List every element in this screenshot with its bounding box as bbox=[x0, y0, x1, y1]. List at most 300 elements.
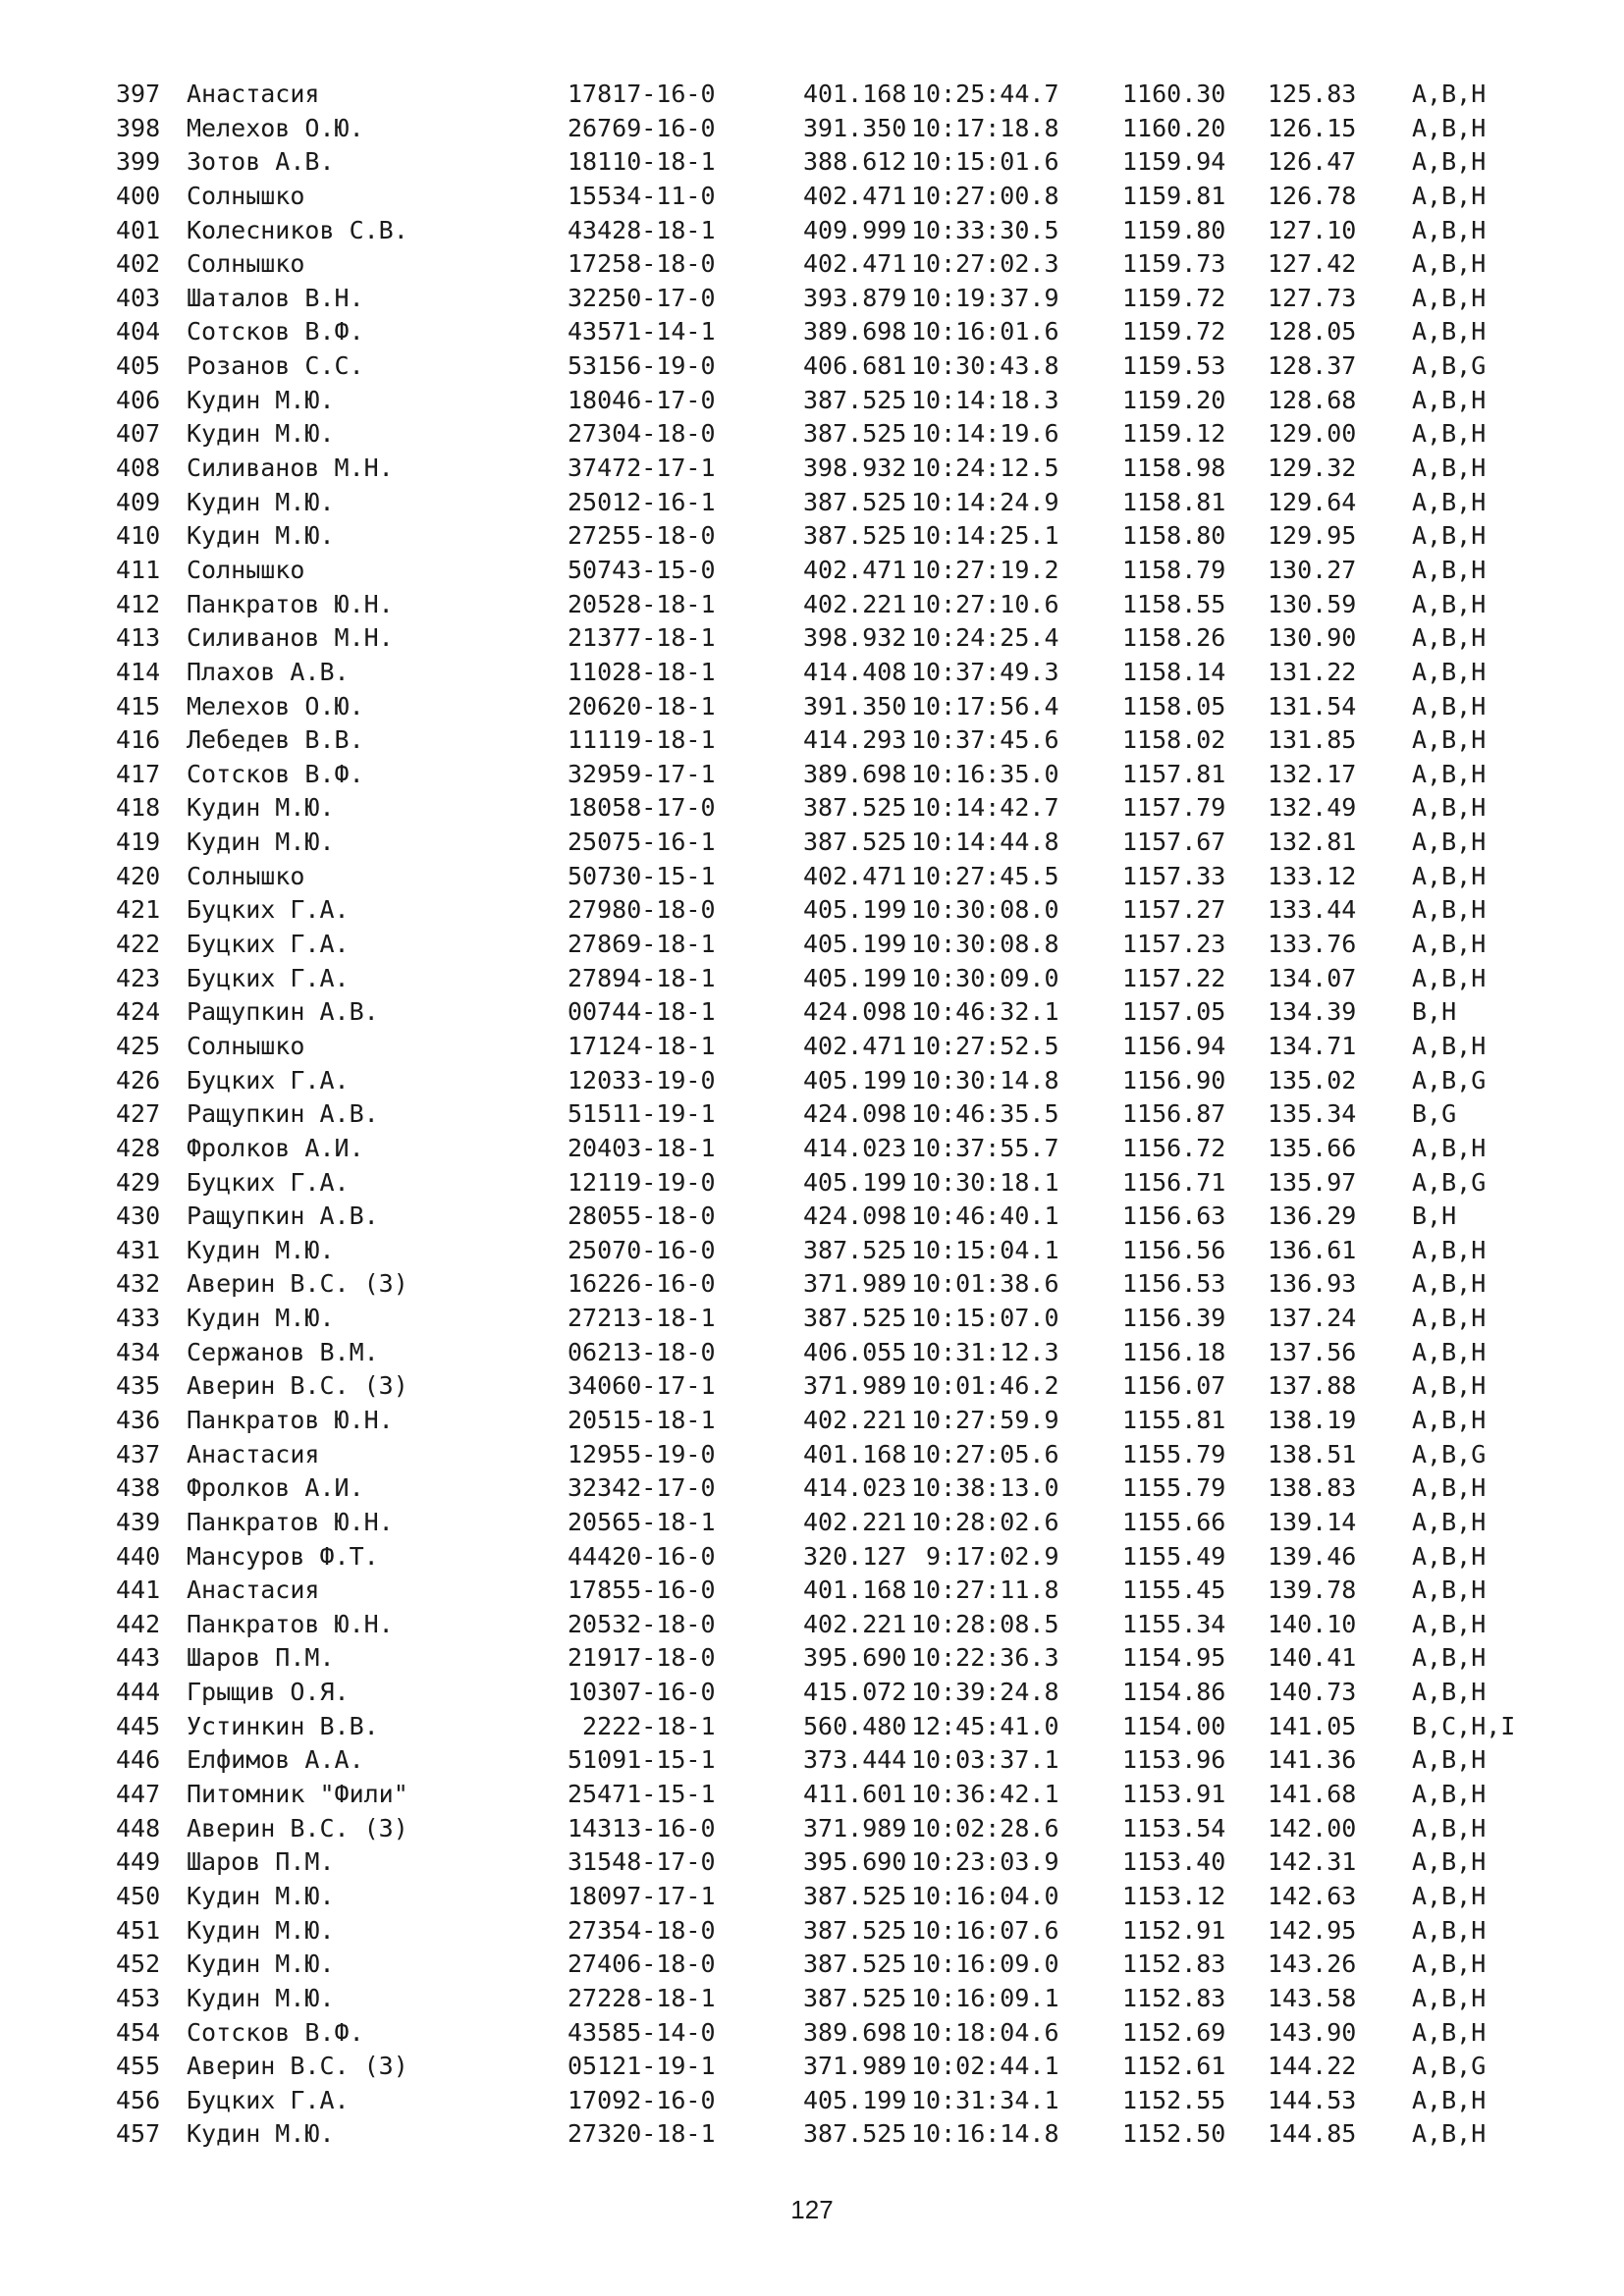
rank-cell: 414 bbox=[116, 657, 161, 686]
arrival-time-cell: 10:14:18.3 bbox=[911, 385, 1059, 414]
distance-cell: 398.932 bbox=[803, 623, 907, 653]
arrival-time-cell: 10:16:14.8 bbox=[911, 2119, 1059, 2149]
rank-cell: 419 bbox=[116, 828, 161, 857]
categories-cell: A,B,H bbox=[1412, 1269, 1487, 1299]
distance-cell: 387.525 bbox=[803, 1235, 907, 1264]
categories-cell: A,B,H bbox=[1412, 113, 1487, 142]
points-cell: 142.31 bbox=[1268, 1847, 1357, 1877]
categories-cell: A,B,H bbox=[1412, 1575, 1487, 1605]
points-cell: 141.36 bbox=[1268, 1745, 1357, 1775]
owner-cell: Буцких Г.А. bbox=[187, 895, 350, 925]
points-cell: 135.97 bbox=[1268, 1167, 1357, 1197]
ring-number-cell: 25070-16-0 bbox=[568, 1235, 716, 1264]
speed-cell: 1153.96 bbox=[1122, 1745, 1226, 1775]
categories-cell: A,B,H bbox=[1412, 249, 1487, 279]
categories-cell: A,B,H bbox=[1412, 1847, 1487, 1877]
points-cell: 130.59 bbox=[1268, 589, 1357, 618]
owner-cell: Аверин В.С. (З) bbox=[187, 2052, 408, 2081]
distance-cell: 401.168 bbox=[803, 80, 907, 108]
speed-cell: 1156.53 bbox=[1122, 1269, 1226, 1299]
owner-cell: Аверин В.С. (З) bbox=[187, 1371, 408, 1401]
categories-cell: A,B,H bbox=[1412, 1813, 1487, 1842]
distance-cell: 402.471 bbox=[803, 861, 907, 890]
distance-cell: 387.525 bbox=[803, 2119, 907, 2149]
speed-cell: 1159.12 bbox=[1122, 419, 1226, 449]
arrival-time-cell: 10:16:35.0 bbox=[911, 759, 1059, 788]
points-cell: 132.49 bbox=[1268, 793, 1357, 823]
categories-cell: A,B,H bbox=[1412, 1745, 1487, 1775]
arrival-time-cell: 10:27:11.8 bbox=[911, 1575, 1059, 1605]
categories-cell: A,B,H bbox=[1412, 1881, 1487, 1910]
categories-cell: A,B,H bbox=[1412, 555, 1487, 584]
speed-cell: 1156.07 bbox=[1122, 1371, 1226, 1401]
categories-cell: A,B,H bbox=[1412, 657, 1487, 686]
speed-cell: 1155.49 bbox=[1122, 1541, 1226, 1571]
distance-cell: 387.525 bbox=[803, 487, 907, 516]
points-cell: 126.47 bbox=[1268, 147, 1357, 177]
ring-number-cell: 27406-18-0 bbox=[568, 1949, 716, 1979]
speed-cell: 1158.05 bbox=[1122, 691, 1226, 721]
owner-cell: Фролков А.И. bbox=[187, 1133, 364, 1162]
distance-cell: 402.471 bbox=[803, 555, 907, 584]
points-cell: 129.64 bbox=[1268, 487, 1357, 516]
arrival-time-cell: 10:16:09.1 bbox=[911, 1983, 1059, 2012]
ring-number-cell: 27894-18-1 bbox=[568, 963, 716, 992]
categories-cell: A,B,H bbox=[1412, 2017, 1487, 2047]
ring-number-cell: 20620-18-1 bbox=[568, 691, 716, 721]
speed-cell: 1155.79 bbox=[1122, 1439, 1226, 1468]
ring-number-cell: 32342-17-0 bbox=[568, 1473, 716, 1503]
categories-cell: A,B,H bbox=[1412, 861, 1487, 890]
distance-cell: 387.525 bbox=[803, 521, 907, 551]
speed-cell: 1153.12 bbox=[1122, 1881, 1226, 1910]
distance-cell: 414.408 bbox=[803, 657, 907, 686]
categories-cell: A,B,H bbox=[1412, 1473, 1487, 1503]
distance-cell: 401.168 bbox=[803, 1439, 907, 1468]
points-cell: 130.90 bbox=[1268, 623, 1357, 653]
rank-cell: 422 bbox=[116, 930, 161, 959]
speed-cell: 1157.23 bbox=[1122, 930, 1226, 959]
owner-cell: Кудин М.Ю. bbox=[187, 2119, 335, 2149]
ring-number-cell: 18046-17-0 bbox=[568, 385, 716, 414]
speed-cell: 1155.81 bbox=[1122, 1405, 1226, 1434]
points-cell: 139.46 bbox=[1268, 1541, 1357, 1571]
rank-cell: 402 bbox=[116, 249, 161, 279]
speed-cell: 1152.69 bbox=[1122, 2017, 1226, 2047]
arrival-time-cell: 10:16:04.0 bbox=[911, 1881, 1059, 1910]
arrival-time-cell: 10:14:24.9 bbox=[911, 487, 1059, 516]
points-cell: 132.81 bbox=[1268, 828, 1357, 857]
ring-number-cell: 27228-18-1 bbox=[568, 1983, 716, 2012]
points-cell: 134.39 bbox=[1268, 997, 1357, 1027]
ring-number-cell: 50743-15-0 bbox=[568, 555, 716, 584]
rank-cell: 455 bbox=[116, 2052, 161, 2081]
categories-cell: A,B,G bbox=[1412, 1167, 1487, 1197]
owner-cell: Буцких Г.А. bbox=[187, 1167, 350, 1197]
arrival-time-cell: 10:24:25.4 bbox=[911, 623, 1059, 653]
arrival-time-cell: 10:17:18.8 bbox=[911, 113, 1059, 142]
distance-cell: 405.199 bbox=[803, 1167, 907, 1197]
speed-cell: 1158.98 bbox=[1122, 454, 1226, 483]
distance-cell: 387.525 bbox=[803, 419, 907, 449]
arrival-time-cell: 10:24:12.5 bbox=[911, 454, 1059, 483]
points-cell: 130.27 bbox=[1268, 555, 1357, 584]
arrival-time-cell: 10:19:37.9 bbox=[911, 283, 1059, 312]
rank-cell: 440 bbox=[116, 1541, 161, 1571]
points-cell: 143.58 bbox=[1268, 1983, 1357, 2012]
arrival-time-cell: 10:16:09.0 bbox=[911, 1949, 1059, 1979]
rank-cell: 438 bbox=[116, 1473, 161, 1503]
categories-cell: A,B,G bbox=[1412, 1065, 1487, 1095]
distance-cell: 388.612 bbox=[803, 147, 907, 177]
arrival-time-cell: 10:15:04.1 bbox=[911, 1235, 1059, 1264]
distance-cell: 387.525 bbox=[803, 1304, 907, 1333]
owner-cell: Сержанов В.М. bbox=[187, 1337, 379, 1366]
rank-cell: 398 bbox=[116, 113, 161, 142]
arrival-time-cell: 10:37:49.3 bbox=[911, 657, 1059, 686]
points-cell: 133.76 bbox=[1268, 930, 1357, 959]
owner-cell: Солнышко bbox=[187, 1031, 305, 1060]
owner-cell: Анастасия bbox=[187, 80, 320, 108]
points-cell: 129.00 bbox=[1268, 419, 1357, 449]
speed-cell: 1155.79 bbox=[1122, 1473, 1226, 1503]
points-cell: 131.54 bbox=[1268, 691, 1357, 721]
owner-cell: Ращупкин А.В. bbox=[187, 1099, 379, 1129]
arrival-time-cell: 10:15:01.6 bbox=[911, 147, 1059, 177]
speed-cell: 1159.81 bbox=[1122, 181, 1226, 210]
owner-cell: Кудин М.Ю. bbox=[187, 521, 335, 551]
ring-number-cell: 27255-18-0 bbox=[568, 521, 716, 551]
speed-cell: 1159.53 bbox=[1122, 351, 1226, 381]
arrival-time-cell: 12:45:41.0 bbox=[911, 1711, 1059, 1740]
rank-cell: 442 bbox=[116, 1609, 161, 1638]
categories-cell: A,B,H bbox=[1412, 623, 1487, 653]
speed-cell: 1159.72 bbox=[1122, 317, 1226, 347]
owner-cell: Кудин М.Ю. bbox=[187, 1881, 335, 1910]
categories-cell: A,B,H bbox=[1412, 793, 1487, 823]
categories-cell: A,B,H bbox=[1412, 691, 1487, 721]
rank-cell: 435 bbox=[116, 1371, 161, 1401]
ring-number-cell: 06213-18-0 bbox=[568, 1337, 716, 1366]
arrival-time-cell: 10:30:18.1 bbox=[911, 1167, 1059, 1197]
distance-cell: 414.293 bbox=[803, 725, 907, 755]
ring-number-cell: 17855-16-0 bbox=[568, 1575, 716, 1605]
distance-cell: 409.999 bbox=[803, 215, 907, 244]
speed-cell: 1156.71 bbox=[1122, 1167, 1226, 1197]
distance-cell: 424.098 bbox=[803, 1201, 907, 1231]
ring-number-cell: 20403-18-1 bbox=[568, 1133, 716, 1162]
owner-cell: Плахов А.В. bbox=[187, 657, 350, 686]
distance-cell: 402.471 bbox=[803, 181, 907, 210]
rank-cell: 449 bbox=[116, 1847, 161, 1877]
categories-cell: A,B,H bbox=[1412, 317, 1487, 347]
categories-cell: A,B,H bbox=[1412, 283, 1487, 312]
points-cell: 140.10 bbox=[1268, 1609, 1357, 1638]
rank-cell: 399 bbox=[116, 147, 161, 177]
owner-cell: Кудин М.Ю. bbox=[187, 1304, 335, 1333]
ring-number-cell: 43571-14-1 bbox=[568, 317, 716, 347]
rank-cell: 445 bbox=[116, 1711, 161, 1740]
points-cell: 133.12 bbox=[1268, 861, 1357, 890]
ring-number-cell: 27980-18-0 bbox=[568, 895, 716, 925]
owner-cell: Кудин М.Ю. bbox=[187, 1949, 335, 1979]
points-cell: 139.14 bbox=[1268, 1507, 1357, 1536]
rank-cell: 434 bbox=[116, 1337, 161, 1366]
points-cell: 134.71 bbox=[1268, 1031, 1357, 1060]
distance-cell: 402.221 bbox=[803, 589, 907, 618]
distance-cell: 395.690 bbox=[803, 1643, 907, 1673]
speed-cell: 1155.66 bbox=[1122, 1507, 1226, 1536]
ring-number-cell: 44420-16-0 bbox=[568, 1541, 716, 1571]
speed-cell: 1157.27 bbox=[1122, 895, 1226, 925]
arrival-time-cell: 10:15:07.0 bbox=[911, 1304, 1059, 1333]
owner-cell: Солнышко bbox=[187, 249, 305, 279]
owner-cell: Фролков А.И. bbox=[187, 1473, 364, 1503]
ring-number-cell: 10307-16-0 bbox=[568, 1678, 716, 1707]
owner-cell: Колесников С.В. bbox=[187, 215, 408, 244]
distance-cell: 401.168 bbox=[803, 1575, 907, 1605]
arrival-time-cell: 10:27:02.3 bbox=[911, 249, 1059, 279]
points-cell: 135.34 bbox=[1268, 1099, 1357, 1129]
categories-cell: B,G bbox=[1412, 1099, 1457, 1129]
categories-cell: A,B,H bbox=[1412, 1643, 1487, 1673]
points-cell: 136.61 bbox=[1268, 1235, 1357, 1264]
distance-cell: 405.199 bbox=[803, 895, 907, 925]
arrival-time-cell: 10:14:42.7 bbox=[911, 793, 1059, 823]
ring-number-cell: 20528-18-1 bbox=[568, 589, 716, 618]
rank-cell: 424 bbox=[116, 997, 161, 1027]
owner-cell: Грыщив О.Я. bbox=[187, 1678, 350, 1707]
owner-cell: Сотсков В.Ф. bbox=[187, 2017, 364, 2047]
arrival-time-cell: 10:14:19.6 bbox=[911, 419, 1059, 449]
categories-cell: A,B,H bbox=[1412, 1678, 1487, 1707]
speed-cell: 1156.56 bbox=[1122, 1235, 1226, 1264]
categories-cell: B,H bbox=[1412, 1201, 1457, 1231]
rank-cell: 428 bbox=[116, 1133, 161, 1162]
categories-cell: A,B,H bbox=[1412, 1541, 1487, 1571]
rank-cell: 432 bbox=[116, 1269, 161, 1299]
distance-cell: 371.989 bbox=[803, 1269, 907, 1299]
speed-cell: 1152.55 bbox=[1122, 2085, 1226, 2114]
arrival-time-cell: 10:30:43.8 bbox=[911, 351, 1059, 381]
ring-number-cell: 25471-15-1 bbox=[568, 1780, 716, 1809]
rank-cell: 404 bbox=[116, 317, 161, 347]
distance-cell: 387.525 bbox=[803, 385, 907, 414]
distance-cell: 402.221 bbox=[803, 1405, 907, 1434]
arrival-time-cell: 10:18:04.6 bbox=[911, 2017, 1059, 2047]
speed-cell: 1157.33 bbox=[1122, 861, 1226, 890]
owner-cell: Панкратов Ю.Н. bbox=[187, 1609, 394, 1638]
speed-cell: 1153.54 bbox=[1122, 1813, 1226, 1842]
categories-cell: B,C,H,I bbox=[1412, 1711, 1516, 1740]
categories-cell: A,B,H bbox=[1412, 930, 1487, 959]
owner-cell: Кудин М.Ю. bbox=[187, 793, 335, 823]
ring-number-cell: 26769-16-0 bbox=[568, 113, 716, 142]
rank-cell: 417 bbox=[116, 759, 161, 788]
distance-cell: 389.698 bbox=[803, 759, 907, 788]
speed-cell: 1152.50 bbox=[1122, 2119, 1226, 2149]
ring-number-cell: 18058-17-0 bbox=[568, 793, 716, 823]
ring-number-cell: 37472-17-1 bbox=[568, 454, 716, 483]
points-cell: 142.00 bbox=[1268, 1813, 1357, 1842]
owner-cell: Солнышко bbox=[187, 181, 305, 210]
categories-cell: A,B,H bbox=[1412, 1507, 1487, 1536]
speed-cell: 1152.61 bbox=[1122, 2052, 1226, 2081]
ring-number-cell: 25012-16-1 bbox=[568, 487, 716, 516]
points-cell: 132.17 bbox=[1268, 759, 1357, 788]
categories-cell: A,B,H bbox=[1412, 759, 1487, 788]
ring-number-cell: 43428-18-1 bbox=[568, 215, 716, 244]
arrival-time-cell: 10:23:03.9 bbox=[911, 1847, 1059, 1877]
categories-cell: A,B,H bbox=[1412, 1609, 1487, 1638]
distance-cell: 387.525 bbox=[803, 1915, 907, 1945]
points-cell: 131.22 bbox=[1268, 657, 1357, 686]
distance-cell: 391.350 bbox=[803, 113, 907, 142]
arrival-time-cell: 9:17:02.9 bbox=[911, 1541, 1059, 1571]
ring-number-cell: 20532-18-0 bbox=[568, 1609, 716, 1638]
categories-cell: A,B,H bbox=[1412, 454, 1487, 483]
rank-cell: 423 bbox=[116, 963, 161, 992]
rank-cell: 450 bbox=[116, 1881, 161, 1910]
arrival-time-cell: 10:17:56.4 bbox=[911, 691, 1059, 721]
distance-cell: 393.879 bbox=[803, 283, 907, 312]
distance-cell: 387.525 bbox=[803, 1983, 907, 2012]
rank-cell: 415 bbox=[116, 691, 161, 721]
ring-number-cell: 05121-19-1 bbox=[568, 2052, 716, 2081]
arrival-time-cell: 10:27:00.8 bbox=[911, 181, 1059, 210]
categories-cell: A,B,H bbox=[1412, 521, 1487, 551]
owner-cell: Буцких Г.А. bbox=[187, 1065, 350, 1095]
distance-cell: 387.525 bbox=[803, 1881, 907, 1910]
distance-cell: 406.055 bbox=[803, 1337, 907, 1366]
rank-cell: 413 bbox=[116, 623, 161, 653]
owner-cell: Розанов С.С. bbox=[187, 351, 364, 381]
categories-cell: A,B,H bbox=[1412, 1405, 1487, 1434]
rank-cell: 407 bbox=[116, 419, 161, 449]
owner-cell: Силиванов М.Н. bbox=[187, 454, 394, 483]
speed-cell: 1153.40 bbox=[1122, 1847, 1226, 1877]
speed-cell: 1152.83 bbox=[1122, 1983, 1226, 2012]
points-cell: 138.19 bbox=[1268, 1405, 1357, 1434]
owner-cell: Мелехов О.Ю. bbox=[187, 113, 364, 142]
points-cell: 126.15 bbox=[1268, 113, 1357, 142]
owner-cell: Солнышко bbox=[187, 555, 305, 584]
rank-cell: 409 bbox=[116, 487, 161, 516]
ring-number-cell: 31548-17-0 bbox=[568, 1847, 716, 1877]
rank-cell: 439 bbox=[116, 1507, 161, 1536]
arrival-time-cell: 10:46:40.1 bbox=[911, 1201, 1059, 1231]
rank-cell: 456 bbox=[116, 2085, 161, 2114]
categories-cell: A,B,H bbox=[1412, 385, 1487, 414]
distance-cell: 402.221 bbox=[803, 1609, 907, 1638]
points-cell: 131.85 bbox=[1268, 725, 1357, 755]
rank-cell: 431 bbox=[116, 1235, 161, 1264]
owner-cell: Аверин В.С. (З) bbox=[187, 1269, 408, 1299]
categories-cell: A,B,H bbox=[1412, 487, 1487, 516]
ring-number-cell: 21917-18-0 bbox=[568, 1643, 716, 1673]
owner-cell: Аверин В.С. (З) bbox=[187, 1813, 408, 1842]
distance-cell: 405.199 bbox=[803, 930, 907, 959]
rank-cell: 436 bbox=[116, 1405, 161, 1434]
arrival-time-cell: 10:28:08.5 bbox=[911, 1609, 1059, 1638]
arrival-time-cell: 10:30:08.0 bbox=[911, 895, 1059, 925]
arrival-time-cell: 10:46:32.1 bbox=[911, 997, 1059, 1027]
arrival-time-cell: 10:36:42.1 bbox=[911, 1780, 1059, 1809]
rank-cell: 411 bbox=[116, 555, 161, 584]
points-cell: 144.85 bbox=[1268, 2119, 1357, 2149]
points-cell: 135.66 bbox=[1268, 1133, 1357, 1162]
rank-cell: 426 bbox=[116, 1065, 161, 1095]
categories-cell: A,B,H bbox=[1412, 1031, 1487, 1060]
speed-cell: 1157.22 bbox=[1122, 963, 1226, 992]
arrival-time-cell: 10:27:59.9 bbox=[911, 1405, 1059, 1434]
points-cell: 142.63 bbox=[1268, 1881, 1357, 1910]
rank-cell: 451 bbox=[116, 1915, 161, 1945]
owner-cell: Солнышко bbox=[187, 861, 305, 890]
speed-cell: 1158.14 bbox=[1122, 657, 1226, 686]
distance-cell: 406.681 bbox=[803, 351, 907, 381]
arrival-time-cell: 10:30:08.8 bbox=[911, 930, 1059, 959]
rank-cell: 452 bbox=[116, 1949, 161, 1979]
rank-cell: 405 bbox=[116, 351, 161, 381]
categories-cell: A,B,H bbox=[1412, 589, 1487, 618]
speed-cell: 1155.45 bbox=[1122, 1575, 1226, 1605]
page-number: 127 bbox=[790, 2195, 834, 2224]
owner-cell: Кудин М.Ю. bbox=[187, 1235, 335, 1264]
ring-number-cell: 20515-18-1 bbox=[568, 1405, 716, 1434]
owner-cell: Ращупкин А.В. bbox=[187, 1201, 379, 1231]
points-cell: 137.24 bbox=[1268, 1304, 1357, 1333]
arrival-time-cell: 10:22:36.3 bbox=[911, 1643, 1059, 1673]
arrival-time-cell: 10:27:10.6 bbox=[911, 589, 1059, 618]
distance-cell: 402.221 bbox=[803, 1507, 907, 1536]
ring-number-cell: 17124-18-1 bbox=[568, 1031, 716, 1060]
ring-number-cell: 17258-18-0 bbox=[568, 249, 716, 279]
points-cell: 128.68 bbox=[1268, 385, 1357, 414]
speed-cell: 1152.91 bbox=[1122, 1915, 1226, 1945]
speed-cell: 1157.67 bbox=[1122, 828, 1226, 857]
arrival-time-cell: 10:31:34.1 bbox=[911, 2085, 1059, 2114]
distance-cell: 424.098 bbox=[803, 1099, 907, 1129]
owner-cell: Кудин М.Ю. bbox=[187, 828, 335, 857]
speed-cell: 1156.39 bbox=[1122, 1304, 1226, 1333]
points-cell: 144.53 bbox=[1268, 2085, 1357, 2114]
speed-cell: 1158.81 bbox=[1122, 487, 1226, 516]
ring-number-cell: 21377-18-1 bbox=[568, 623, 716, 653]
distance-cell: 398.932 bbox=[803, 454, 907, 483]
points-cell: 143.26 bbox=[1268, 1949, 1357, 1979]
categories-cell: A,B,H bbox=[1412, 1949, 1487, 1979]
owner-cell: Буцких Г.А. bbox=[187, 930, 350, 959]
speed-cell: 1156.72 bbox=[1122, 1133, 1226, 1162]
arrival-time-cell: 10:28:02.6 bbox=[911, 1507, 1059, 1536]
arrival-time-cell: 10:02:28.6 bbox=[911, 1813, 1059, 1842]
speed-cell: 1157.79 bbox=[1122, 793, 1226, 823]
arrival-time-cell: 10:25:44.7 bbox=[911, 80, 1059, 108]
ring-number-cell: 12955-19-0 bbox=[568, 1439, 716, 1468]
points-cell: 125.83 bbox=[1268, 80, 1357, 108]
points-cell: 127.42 bbox=[1268, 249, 1357, 279]
speed-cell: 1157.81 bbox=[1122, 759, 1226, 788]
arrival-time-cell: 10:27:19.2 bbox=[911, 555, 1059, 584]
arrival-time-cell: 10:38:13.0 bbox=[911, 1473, 1059, 1503]
ring-number-cell: 17092-16-0 bbox=[568, 2085, 716, 2114]
owner-cell: Питомник "Фили" bbox=[187, 1780, 408, 1809]
ring-number-cell: 12033-19-0 bbox=[568, 1065, 716, 1095]
ring-number-cell: 15534-11-0 bbox=[568, 181, 716, 210]
categories-cell: A,B,H bbox=[1412, 1304, 1487, 1333]
owner-cell: Кудин М.Ю. bbox=[187, 419, 335, 449]
